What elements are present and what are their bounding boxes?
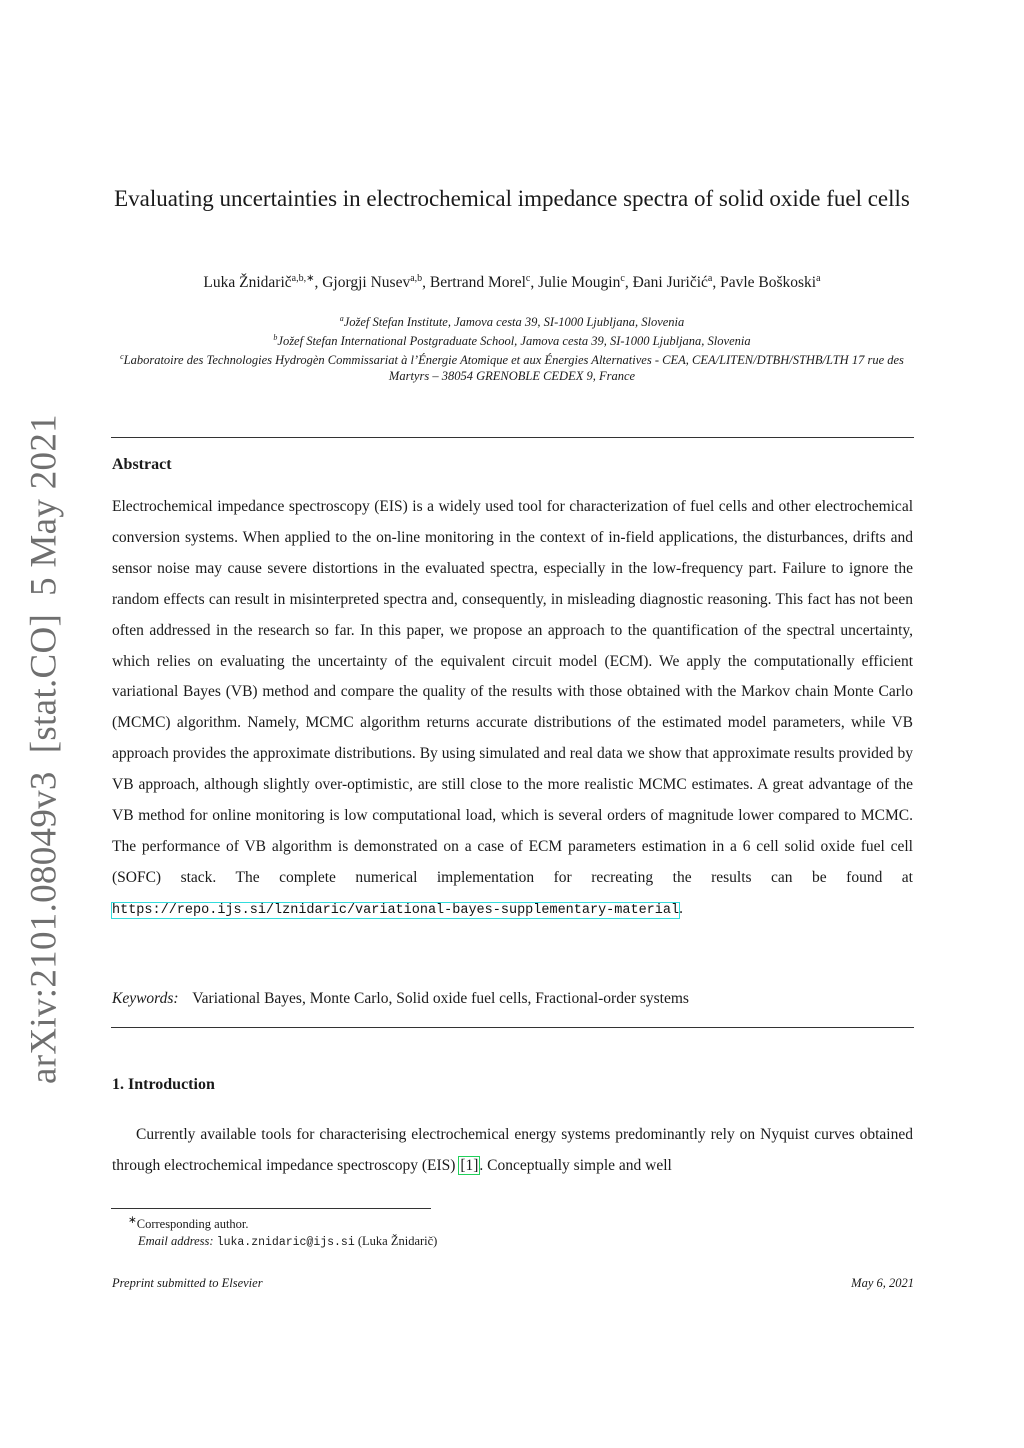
author: Đani Juričić$^a$	[632, 273, 713, 292]
arxiv-id: arXiv:2101.08049v3	[23, 771, 65, 1084]
abstract-heading: Abstract	[112, 456, 172, 473]
author: Bertrand Morel$^c$	[429, 273, 531, 292]
introduction-text: Currently available tools for characterising electrochemical energy systems predominantly rely on Nyquist curves obtained through electrochemical impedance spectroscopy (EIS) [1]. Conceptually simple and well	[112, 1126, 913, 1174]
affiliations	[112, 311, 912, 384]
footnote-rule	[111, 1208, 431, 1209]
keywords	[112, 990, 689, 1008]
arxiv-category: [stat.CO]	[23, 613, 65, 754]
affiliation-c: $^c$Laboratoire des Technologies Hydrogèn Commissariat à l’Énergie Atomique et aux Énergies Alternatives - CEA, CEA/LITEN/DTBH/STHB/LTH 17 rue des Martyrs – 38054 GRENOBLE CEDEX 9, France	[120, 352, 904, 384]
footer-date: May 6, 2021	[851, 1276, 914, 1290]
arxiv-stamp	[23, 396, 66, 1084]
author-email-link[interactable]: luka.znidaric@ijs.si	[216, 1236, 355, 1250]
keywords-text: Variational Bayes, Monte Carlo, Solid oxide fuel cells, Fractional-order systems	[192, 990, 689, 1007]
author: Gjorgji Nusev$^{a,b}$	[322, 273, 423, 292]
author: Luka Žnidarič$^{a,b,∗}$	[203, 273, 315, 292]
footnote: ∗Corresponding author. Email address: luka.znidaric@ijs.si (Luka Žnidarič)	[128, 1215, 438, 1250]
affiliation-a: $^a$Jožef Stefan Institute, Jamova cesta 39, SI-1000 Ljubljana, Slovenia	[339, 314, 685, 330]
abstract-top-rule	[111, 437, 914, 438]
paper-title: Evaluating uncertainties in electrochemical impedance spectra of solid oxide fuel cells	[114, 186, 910, 211]
supplementary-material-link[interactable]: https://repo.ijs.si/lznidaric/variational-bayes-supplementary-material	[112, 902, 680, 918]
arxiv-date: 5 May 2021	[23, 414, 65, 596]
introduction-heading: 1. Introduction	[112, 1076, 215, 1093]
author: Julie Mougin$^c$	[538, 273, 625, 292]
abstract-bottom-rule	[111, 1027, 914, 1028]
footer-preprint-note: Preprint submitted to Elsevier	[112, 1276, 263, 1290]
citation-link[interactable]: [1]	[460, 1156, 479, 1174]
author-list: Luka Žnidarič$^{a,b,∗}$, Gjorgji Nusev$^{a,b}$, Bertrand Morel$^c$, Julie Mougin$^c$, Đani Juričić$^a$, Pavle Boškoski$^a$	[203, 273, 821, 292]
keywords-label: Keywords:	[112, 990, 179, 1007]
abstract-body-text: Electrochemical impedance spectroscopy (EIS) is a widely used tool for characterization of fuel cells and other electrochemical conversion systems. When applied to the on-line monitoring in the context of in-field applications, the disturbances, drifts and sensor noise may cause severe distortions in the evaluated spectra, especially in the low-frequency part. Failure to ignore the random effects can result in misinterpreted spectra and, consequently, in misleading diagnostic reasoning. This fact has not been often addressed in the research so far. In this paper, we propose an approach to the quantification of the spectral uncertainty, which relies on evaluating the uncertainty of the equivalent circuit model (ECM). We apply the computationally efficient variational Bayes (VB) method and compare the quality of the results with those obtained with the Markov chain Monte Carlo (MCMC) algorithm. Namely, MCMC algorithm returns accurate distributions of the estimated model parameters, while VB approach provides the approximate distributions. By using simulated and real data we show that approximate results provided by VB approach, although slightly over-optimistic, are still close to the more realistic MCMC estimates. A great advantage of the VB method for online monitoring is low computational load, which is several orders of magnitude lower compared to MCMC. The performance of VB algorithm is demonstrated on a case of ECM parameters estimation in a 6 cell solid oxide fuel cell (SOFC) stack. The complete numerical implementation for recreating the results can be found at	[112, 498, 913, 886]
author: Pavle Boškoski$^a$	[720, 273, 821, 292]
abstract-body: Electrochemical impedance spectroscopy (EIS) is a widely used tool for characterization of fuel cells and other electrochemical conversion systems. When applied to the on-line monitoring in the context of in-field applications, the disturbances, drifts and sensor noise may cause severe distortions in the evaluated spectra, especially in the low-frequency part. Failure to ignore the random effects can result in misinterpreted spectra and, consequently, in misleading diagnostic reasoning. This fact has not been often addressed in the research so far. In this paper, we propose an approach to the quantification of the spectral uncertainty, which relies on evaluating the uncertainty of the equivalent circuit model (ECM). We apply the computationally efficient variational Bayes (VB) method and compare the quality of the results with those obtained with the Markov chain Monte Carlo (MCMC) algorithm. Namely, MCMC algorithm returns accurate distributions of the estimated model parameters, while VB approach provides the approximate distributions. By using simulated and real data we show that approximate results provided by VB approach, although slightly over-optimistic, are still close to the more realistic MCMC estimates. A great advantage of the VB method for online monitoring is low computational load, which is several orders of magnitude lower compared to MCMC. The performance of VB algorithm is demonstrated on a case of ECM parameters estimation in a 6 cell solid oxide fuel cell (SOFC) stack. The complete numerical implementation for recreating the results can be found at https://repo.ijs.si/lznidaric/variational-bayes-supplementary-material.	[112, 498, 913, 918]
affiliation-b: $^b$Jožef Stefan International Postgraduate School, Jamova cesta 39, SI-1000 Ljubljana, Slovenia	[273, 333, 751, 349]
